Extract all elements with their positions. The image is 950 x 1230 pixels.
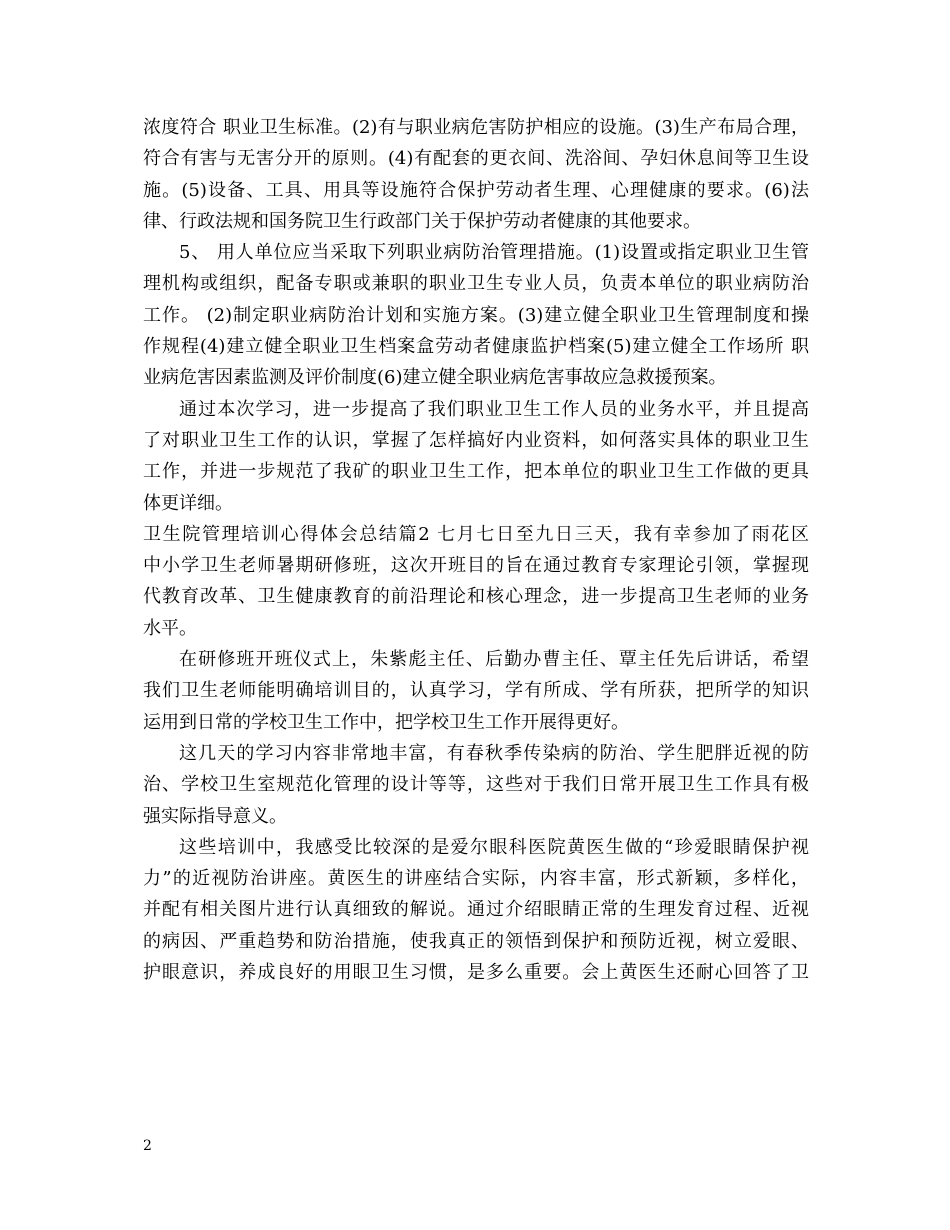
text-line: 符合有害与无害分开的原则。(4)有配套的更衣间、洗浴间、孕妇休息间等卫生设 (143, 148, 809, 170)
text-line: 工作。 (2)制定职业病防治计划和实施方案。(3)建立健全职业卫生管理制度和操 (143, 304, 809, 326)
text-line: 这几天的学习内容非常地丰富，有春秋季传染病的防治、学生肥胖近视的防 (179, 742, 809, 764)
text-line: 的病因、严重趋势和防治措施，使我真正的领悟到保护和预防近视，树立爱眼、 (143, 930, 809, 952)
text-line: 这些培训中，我感受比较深的是爱尔眼科医院黄医生做的“珍爱眼睛保护视 (179, 836, 809, 858)
text-line: 并配有相关图片进行认真细致的解说。通过介绍眼睛正常的生理发育过程、近视 (143, 899, 809, 921)
text-line: 施。(5)设备、工具、用具等设施符合保护劳动者生理、心理健康的要求。(6)法 (143, 179, 809, 201)
text-line: 治、学校卫生室规范化管理的设计等等，这些对于我们日常开展卫生工作具有极 (143, 774, 809, 796)
text-line: 理机构或组织，配备专职或兼职的职业卫生专业人员，负责本单位的职业病防治 (143, 273, 809, 295)
text-line: 通过本次学习，进一步提高了我们职业卫生工作人员的业务水平，并且提高 (179, 398, 809, 420)
text-line: 浓度符合 职业卫生标准。(2)有与职业病危害防护相应的设施。(3)生产布局合理， (143, 117, 809, 138)
text-line: 中小学卫生老师暑期研修班，这次开班目的旨在通过教育专家理论引领，掌握现 (143, 555, 809, 577)
text-line: 工作，并进一步规范了我矿的职业卫生工作，把本单位的职业卫生工作做的更具 (143, 461, 809, 483)
text-line: 运用到日常的学校卫生工作中，把学校卫生工作开展得更好。 (143, 711, 629, 733)
text-line: 力”的近视防治讲座。黄医生的讲座结合实际，内容丰富，形式新颖，多样化， (143, 868, 809, 890)
page-number: 2 (143, 1138, 152, 1154)
document-body (143, 112, 809, 988)
text-line: 水平。 (143, 617, 197, 639)
text-line: 强实际指导意义。 (143, 805, 287, 827)
text-line: 作规程(4)建立健全职业卫生档案盒劳动者健康监护档案(5)建立健全工作场所 职 (143, 336, 809, 358)
text-line: 卫生院管理培训心得体会总结篇2 七月七日至九日三天，我有幸参加了雨花区 (143, 523, 809, 545)
text-line: 体更详细。 (143, 492, 233, 514)
text-line: 代教育改革、卫生健康教育的前沿理论和核心理念，进一步提高卫生老师的业务 (143, 586, 809, 608)
text-line: 业病危害因素监测及评价制度(6)建立健全职业病危害事故应急救援预案。 (143, 367, 727, 389)
text-line: 了对职业卫生工作的认识，掌握了怎样搞好内业资料，如何落实具体的职业卫生 (143, 429, 809, 451)
text-line: 在研修班开班仪式上，朱紫彪主任、后勤办曹主任、覃主任先后讲话，希望 (179, 649, 809, 671)
text-line: 我们卫生老师能明确培训目的，认真学习，学有所成、学有所获，把所学的知识 (143, 680, 809, 702)
text-line: 5、 用人单位应当采取下列职业病防治管理措施。(1)设置或指定职业卫生管 (179, 242, 809, 264)
text-line: 律、行政法规和国务院卫生行政部门关于保护劳动者健康的其他要求。 (143, 210, 701, 232)
text-line: 护眼意识，养成良好的用眼卫生习惯，是多么重要。会上黄医生还耐心回答了卫 (143, 962, 809, 984)
